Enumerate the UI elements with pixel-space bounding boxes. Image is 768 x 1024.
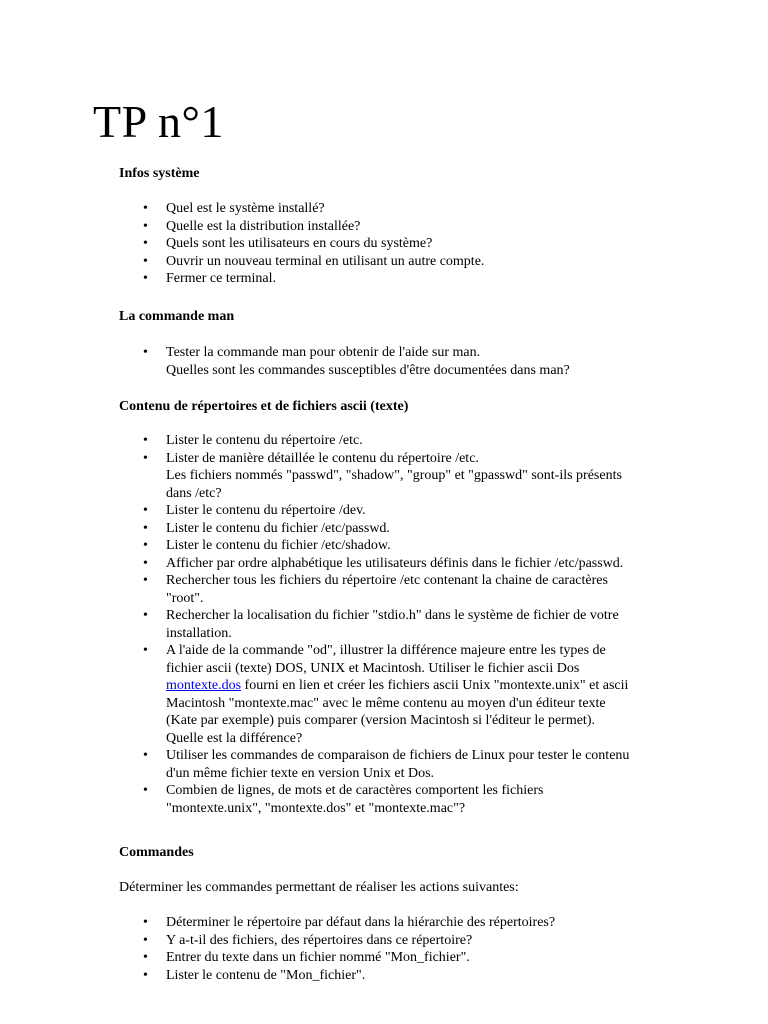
list-item: [119, 932, 679, 950]
list-item: [119, 572, 689, 607]
list-item-text: Lister le contenu de "Mon_fichier".: [166, 967, 366, 983]
list-item-text: Lister le contenu du répertoire /etc.: [166, 433, 363, 448]
bullet-icon: •: [143, 555, 148, 571]
list-item: [119, 949, 679, 967]
list-item-text: installation.: [166, 625, 232, 641]
list-item: [119, 432, 689, 450]
list-item-text: Lister le contenu du fichier /etc/shadow.: [166, 538, 391, 553]
bullet-icon: •: [143, 538, 148, 553]
list-item-text: (Kate par exemple) puis comparer (version Macintosh si l'éditeur le permet).: [166, 713, 595, 728]
bullet-icon: •: [143, 236, 148, 251]
infos-systeme-list: [119, 200, 679, 288]
list-item: [119, 253, 679, 271]
bullet-icon: •: [143, 748, 148, 763]
page-title: TP n°1: [93, 96, 224, 147]
bullet-icon: •: [143, 643, 148, 658]
list-item-text: "root".: [166, 590, 204, 606]
contenu-repertoires-list: [119, 432, 689, 817]
list-item-text: Afficher par ordre alphabétique les utilisateurs définis dans le fichier /etc/passwd.: [166, 555, 624, 571]
list-item: [119, 782, 689, 817]
list-item-text: Ouvrir un nouveau terminal en utilisant un autre compte.: [166, 253, 485, 269]
bullet-icon: •: [143, 345, 148, 360]
list-item: [119, 555, 689, 573]
bullet-icon: •: [143, 271, 148, 286]
list-item: [119, 200, 679, 218]
list-item: [119, 914, 679, 932]
bullet-icon: •: [143, 950, 148, 965]
list-item-text: Entrer du texte dans un fichier nommé "Mon_fichier".: [166, 950, 470, 965]
list-item-text: "montexte.unix", "montexte.dos" et "montexte.mac"?: [166, 800, 466, 816]
bullet-icon: •: [143, 573, 148, 588]
list-item-text: Quelle est la distribution installée?: [166, 218, 361, 234]
list-item: [119, 235, 679, 253]
section-heading-infos-systeme: Infos système: [119, 166, 200, 181]
list-item-text: Combien de lignes, de mots et de caractères comportent les fichiers: [166, 783, 544, 798]
bullet-icon: •: [143, 520, 148, 536]
list-item: [119, 607, 689, 642]
list-item-text: Rechercher tous les fichiers du répertoire /etc contenant la chaine de caractères: [166, 573, 608, 588]
list-item-text: Tester la commande man pour obtenir de l'aide sur man.: [166, 345, 481, 360]
list-item-text: Fermer ce terminal.: [166, 271, 277, 286]
list-item-text: dans /etc?: [166, 485, 222, 501]
list-item-text: Y a-t-il des fichiers, des répertoires dans ce répertoire?: [166, 932, 473, 948]
list-item-text: Lister le contenu du fichier /etc/passwd.: [166, 520, 390, 536]
list-item: [119, 270, 679, 288]
list-item: [119, 967, 679, 985]
list-item-text: Lister de manière détaillée le contenu du répertoire /etc.: [166, 450, 479, 466]
bullet-icon: •: [143, 932, 148, 948]
list-item-text: fichier ascii (texte) DOS, UNIX et Macintosh. Utiliser le fichier ascii Dos: [166, 660, 580, 676]
bullet-icon: •: [143, 450, 148, 466]
section-heading-commande-man: La commande man: [119, 309, 235, 324]
list-item-text: Rechercher la localisation du fichier "stdio.h" dans le système de fichier de votre: [166, 608, 619, 623]
list-item: [119, 520, 689, 538]
list-item-text: [166, 677, 689, 695]
bullet-icon: •: [143, 783, 148, 798]
bullet-icon: •: [143, 967, 148, 983]
section-heading-contenu-repertoires: Contenu de répertoires et de fichiers ascii (texte): [119, 399, 409, 414]
commande-man-list: [119, 344, 679, 379]
list-item-text: Quelles sont les commandes susceptibles d'être documentées dans man?: [166, 362, 570, 378]
list-item-text: Lister le contenu du répertoire /dev.: [166, 503, 366, 518]
commandes-intro: Déterminer les commandes permettant de réaliser les actions suivantes:: [119, 880, 519, 895]
bullet-icon: •: [143, 201, 148, 216]
list-item-text: Quels sont les utilisateurs en cours du système?: [166, 236, 433, 251]
list-item: [119, 537, 689, 555]
list-item: [119, 747, 689, 782]
bullet-icon: •: [143, 915, 148, 930]
list-item-text: Quelle est la différence?: [166, 730, 303, 746]
list-item: [119, 642, 689, 747]
list-item: [119, 502, 689, 520]
bullet-icon: •: [143, 608, 148, 623]
list-item: [119, 218, 679, 236]
list-item: [119, 344, 679, 379]
bullet-icon: •: [143, 503, 148, 518]
list-item-text: Les fichiers nommés "passwd", "shadow", "group" et "gpasswd" sont-ils présents: [166, 468, 622, 483]
bullet-icon: •: [143, 218, 148, 234]
bullet-icon: •: [143, 253, 148, 269]
montexte-dos-link[interactable]: montexte.dos: [166, 678, 242, 693]
commandes-list: [119, 914, 679, 984]
list-item-text: d'un même fichier texte en version Unix et Dos.: [166, 765, 435, 781]
list-item: [119, 450, 689, 503]
list-item-text: Utiliser les commandes de comparaison de fichiers de Linux pour tester le contenu: [166, 748, 630, 763]
list-item-text: Macintosh "montexte.mac" avec le même contenu au moyen d'un éditeur texte: [166, 695, 606, 711]
list-item-text: Déterminer le répertoire par défaut dans la hiérarchie des répertoires?: [166, 915, 556, 930]
list-item-text: fourni en lien et créer les fichiers ascii Unix "montexte.unix" et ascii: [241, 678, 629, 693]
section-heading-commandes: Commandes: [119, 845, 194, 860]
bullet-icon: •: [143, 433, 148, 448]
list-item-text: Quel est le système installé?: [166, 201, 325, 216]
list-item-text: A l'aide de la commande "od", illustrer la différence majeure entre les types de: [166, 643, 606, 658]
